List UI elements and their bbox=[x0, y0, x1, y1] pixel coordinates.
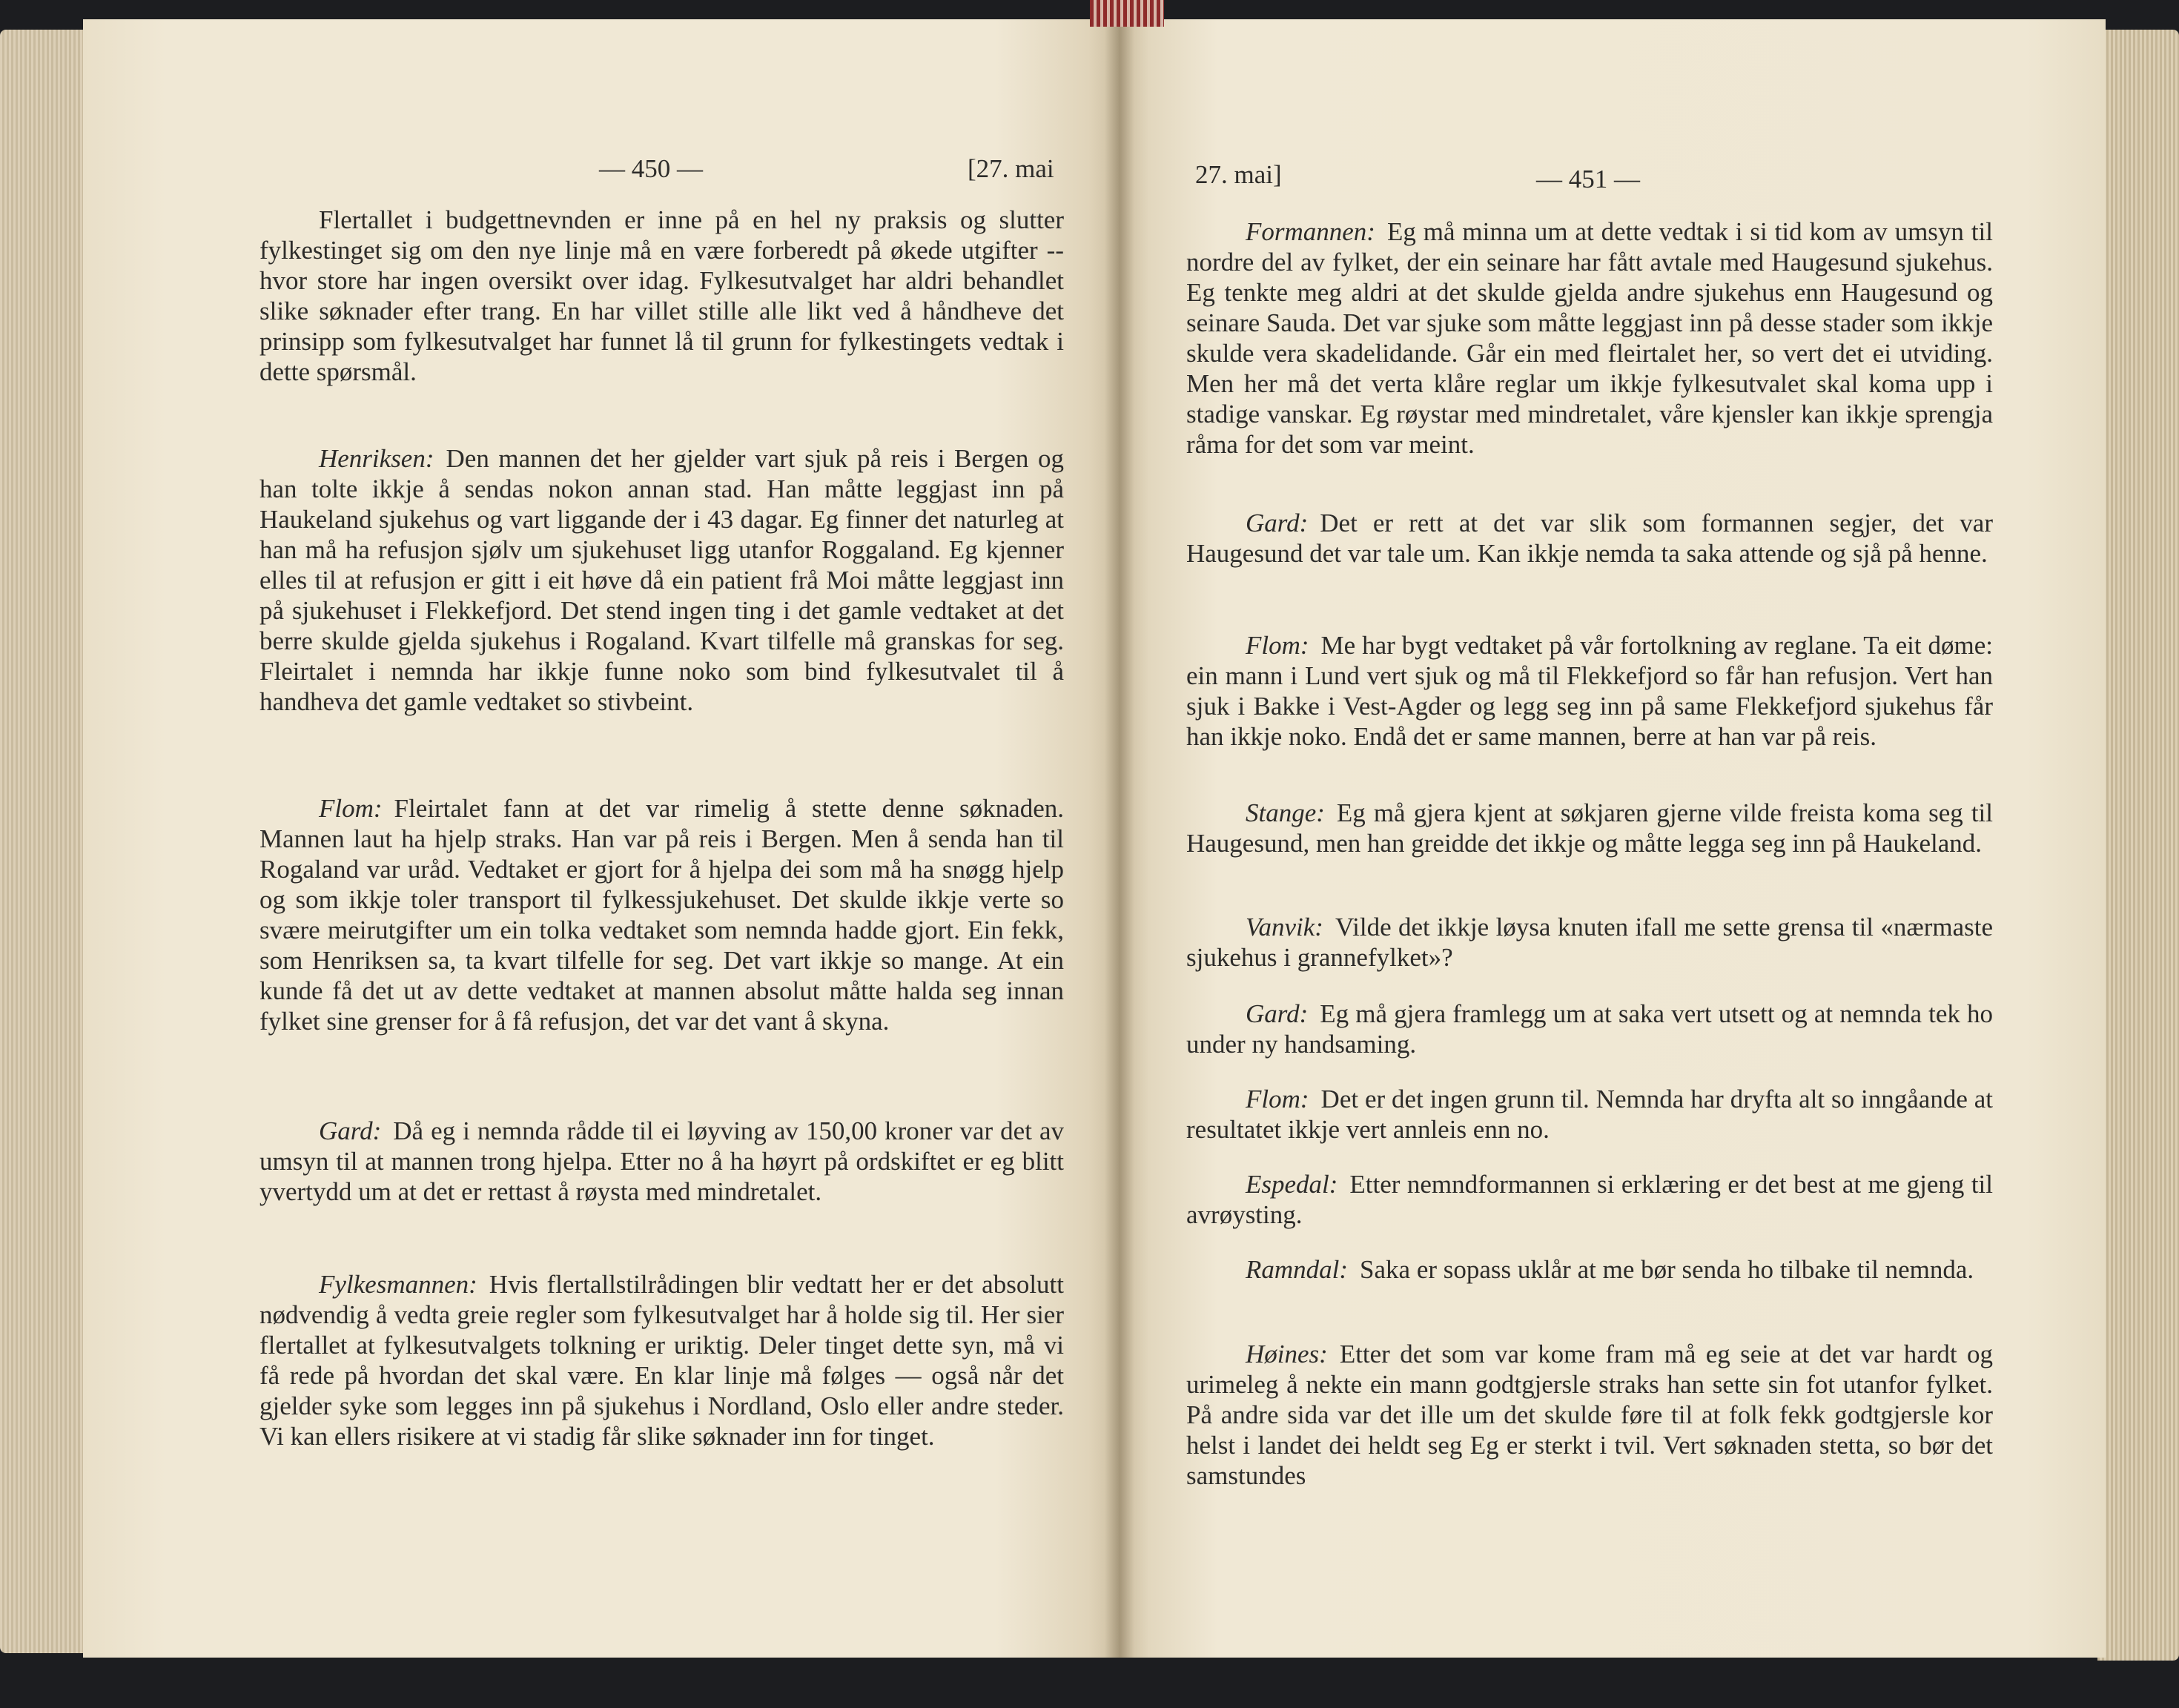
book-gutter bbox=[1105, 19, 1134, 1658]
paragraph: Fylkesmannen: Hvis flertallstilrådingen blir vedtatt her er det absolutt nødvendig å vedta greie regler som fylkesutvalget har å holde sig til. Her sier flertallet at fylkesutvalgets tolkning er uriktig. Deler tinget dette syn, må vi få rede på hvordan det skal være. En klar linje må følges — også når det gjelder syke som legges inn på sjukehus i Nordland, Oslo eller andre steder. Vi kan ellers risikere at vi stadig får slike søknader inn for tinget. bbox=[259, 1270, 1064, 1451]
left-page-edges bbox=[0, 30, 89, 1653]
speaker-name: Gard: bbox=[319, 1116, 382, 1145]
paragraph: Stange: Eg må gjera kjent at søkjaren gjerne vilde freista koma seg til Haugesund, men han greidde det ikkje og måtte legga seg inn på Haukeland. bbox=[1186, 798, 1993, 858]
paragraph: Espedal: Etter nemndformannen si erklæring er det best at me gjeng til avrøysting. bbox=[1186, 1170, 1993, 1229]
speaker-name: Espedal: bbox=[1246, 1170, 1338, 1199]
paragraph: Flertallet i budgettnevnden er inne på en hel ny praksis og slutter fylkestinget sig om den nye linje må en være forberedt på økede utgifter -- hvor store har ingen oversikt over idag. Fylkesutvalget har aldri behandlet slike søknader efter trang. En har villet stille alle likt ved å håndheve det prinsipp som fylkesutvalget har funnet lå til grunn for fylkestingets vedtak i dette spørsmål. bbox=[259, 205, 1064, 386]
speaker-name: Henriksen: bbox=[319, 444, 434, 473]
speaker-name: Stange: bbox=[1246, 798, 1325, 827]
paragraph: Flom: Me har bygt vedtaket på vår fortolkning av reglane. Ta eit døme: ein mann i Lund vert sjuk og må til Flekkefjord so får han refusjon. Vert han sjuk i Bakke i Vest-Agder og legg seg inn på same Flekkefjord sjukehus får han ikkje noko. Endå det er same mannen, berre at han var på reis. bbox=[1186, 631, 1993, 751]
speaker-name: Fylkesmannen: bbox=[319, 1270, 477, 1299]
paragraph: Gard: Då eg i nemnda rådde til ei løyving av 150,00 kroner var det av umsyn til at mannen trong hjelpa. Etter no å ha høyrt på ordskiftet er eg blitt yvertydd um at det er rettast å røysta med mindretalet. bbox=[259, 1116, 1064, 1206]
paragraph: Formannen: Eg må minna um at dette vedtak i si tid kom av umsyn til nordre del av fylket, der ein seinare har fått avtale med Haugesund sjukehus. Eg tenkte meg aldri at det skulde gjelda andre sjukehus enn Haugesund og seinare Sauda. Det var sjuke som måtte leggjast inn på desse stader som ikkje skulde vera skadelidande. Går ein med fleirtalet her, so vert det ei utviding. Men her må det verta klåre reglar um ikkje fylkesutvalet skal koma upp i stadige vanskar. Eg røystar med mindretalet, våre kjensler kan ikkje sprengja råma for det som var meint. bbox=[1186, 217, 1993, 459]
paragraph: Flom: Fleirtalet fann at det var rimelig å stette denne søknaden. Mannen laut ha hjelp straks. Han var på reis i Bergen. Men å senda han til Rogaland var uråd. Vedtaket er gjort for å hjelpa dei som må ha snøgg hjelp og som ikkje toler transport til fylkessjukehuset. Det skulde ikkje verte so svære meirutgifter um ein tolka vedtaket som nemnda hadde gjort. Ein fekk, som Henriksen sa, ta kvart tilfelle for seg. Det vart ikkje so mange. At ein kunde få det ut av dette vedtaket at mannen absolut måtte halda seg innan fylket sine grenser for å få refusjon, det var det vant å skyna. bbox=[259, 794, 1064, 1036]
paragraph: Henriksen: Den mannen det her gjelder vart sjuk på reis i Bergen og han tolte ikkje å sendas nokon annan stad. Han måtte leggjast inn på Haukeland sjukehus og vart liggande der i 43 dagar. Eg finner det naturleg at han må ha refusjon sjølv um sjukehuset ligg utanfor Roggaland. Eg kjenner elles til at refusjon er gitt i eit høve då ein patient frå Moi måtte leggjast inn på sjukehuset i Flekkefjord. Det stend ingen ting i det gamle vedtaket at det berre skulde gjelda sjukehus i Rogaland. Kvart tilfelle må granskas for seg. Fleirtalet i nemnda har ikkje funne noko som bind fylkesutvalet til å handheva det gamle vedtaket so stivbeint. bbox=[259, 444, 1064, 716]
paragraph: Flom: Det er det ingen grunn til. Nemnda har dryfta alt so inngåande at resultatet ikkje vert annleis enn no. bbox=[1186, 1085, 1993, 1144]
paragraph: Gard: Eg må gjera framlegg um at saka vert utsett og at nemnda tek ho under ny handsaming. bbox=[1186, 999, 1993, 1059]
speaker-name: Formannen: bbox=[1246, 217, 1375, 246]
speaker-name: Vanvik: bbox=[1246, 913, 1323, 941]
right-page-edges bbox=[2097, 30, 2179, 1661]
paragraph: Gard: Det er rett at det var slik som formannen segjer, det var Haugesund det var tale um. Kan ikkje nemda ta saka attende og sjå på henne. bbox=[1186, 509, 1993, 568]
bookmark-ribbon bbox=[1090, 0, 1164, 27]
speaker-name: Flom: bbox=[319, 794, 383, 823]
speaker-name: Gard: bbox=[1246, 999, 1309, 1028]
speaker-name: Ramndal: bbox=[1246, 1255, 1349, 1284]
right-running-date: 27. mai] bbox=[1195, 160, 1282, 189]
speaker-name: Flom: bbox=[1246, 1085, 1309, 1113]
paragraph: Høines: Etter det som var kome fram må eg seie at det var hardt og urimeleg å nekte ein mann godtgjersle straks han sette sin fot utanfor fylket. På andre sida var det ille um det skulde føre til at folk fekk godtgjersle kor helst i landet dei heldt seg Eg er sterkt i tvil. Vert søknaden stetta, so bør det samstundes bbox=[1186, 1340, 1993, 1490]
speaker-name: Høines: bbox=[1246, 1340, 1328, 1368]
left-running-date: [27. mai bbox=[968, 154, 1054, 183]
paragraph: Ramndal: Saka er sopass uklår at me bør senda ho tilbake til nemnda. bbox=[1246, 1255, 1974, 1284]
speaker-name: Flom: bbox=[1246, 631, 1309, 660]
paragraph: Vanvik: Vilde det ikkje løysa knuten ifall me sette grensa til «nærmaste sjukehus i grannefylket»? bbox=[1186, 913, 1993, 972]
left-page-number: — 450 — bbox=[599, 154, 703, 183]
speaker-name: Gard: bbox=[1246, 509, 1309, 537]
right-page-number: — 451 — bbox=[1536, 165, 1640, 193]
